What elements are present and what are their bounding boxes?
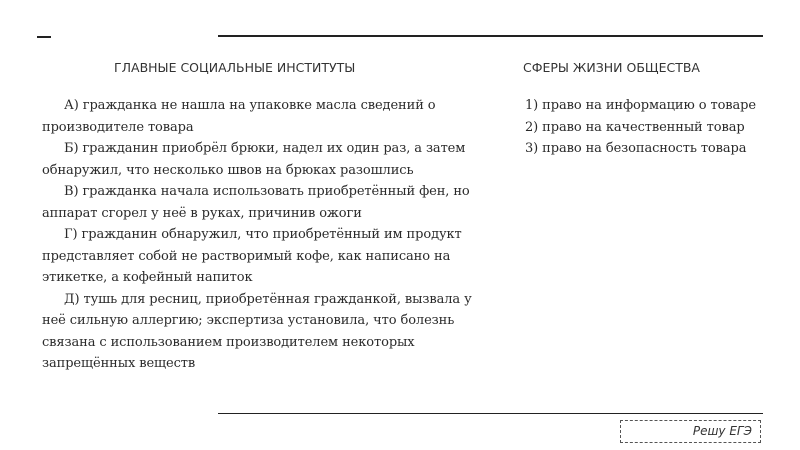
left-item-c: В) гражданка начала использовать приобретённый фен, но аппарат сгорел у неё в руках, причинив ожоги xyxy=(42,184,470,221)
right-item-3: 3) право на безопасность товара xyxy=(525,141,747,156)
reshu-ege-badge[interactable]: Решу ЕГЭ xyxy=(620,420,761,443)
left-item-e: Д) тушь для ресниц, приобретённая гражданкой, вызвала у неё сильную аллергию; экспертиза установила, что болезнь связана с использованием производителем некоторых запрещённых веществ xyxy=(42,291,472,371)
left-column-heading: ГЛАВНЫЕ СОЦИАЛЬНЫЕ ИНСТИТУТЫ xyxy=(114,60,356,75)
right-item-1: 1) право на информацию о товаре xyxy=(525,98,756,113)
left-column xyxy=(42,60,474,375)
right-column-heading: СФЕРЫ ЖИЗНИ ОБЩЕСТВА xyxy=(523,60,700,75)
footer-rule xyxy=(218,413,763,414)
left-item-d: Г) гражданин обнаружил, что приобретённый им продукт представляет собой не растворимый кофе, как написано на этикетке, а кофейный напиток xyxy=(42,227,462,285)
right-item-2: 2) право на качественный товар xyxy=(525,119,745,135)
header-short-rule xyxy=(37,36,51,38)
left-item-a: А) гражданка не нашла на упаковке масла сведений о производителе товара xyxy=(42,98,436,135)
left-item-b: Б) гражданин приобрёл брюки, надел их один раз, а затем обнаружил, что несколько швов на брюках разошлись xyxy=(42,141,466,178)
right-column xyxy=(503,60,765,160)
header-rule xyxy=(218,35,763,37)
